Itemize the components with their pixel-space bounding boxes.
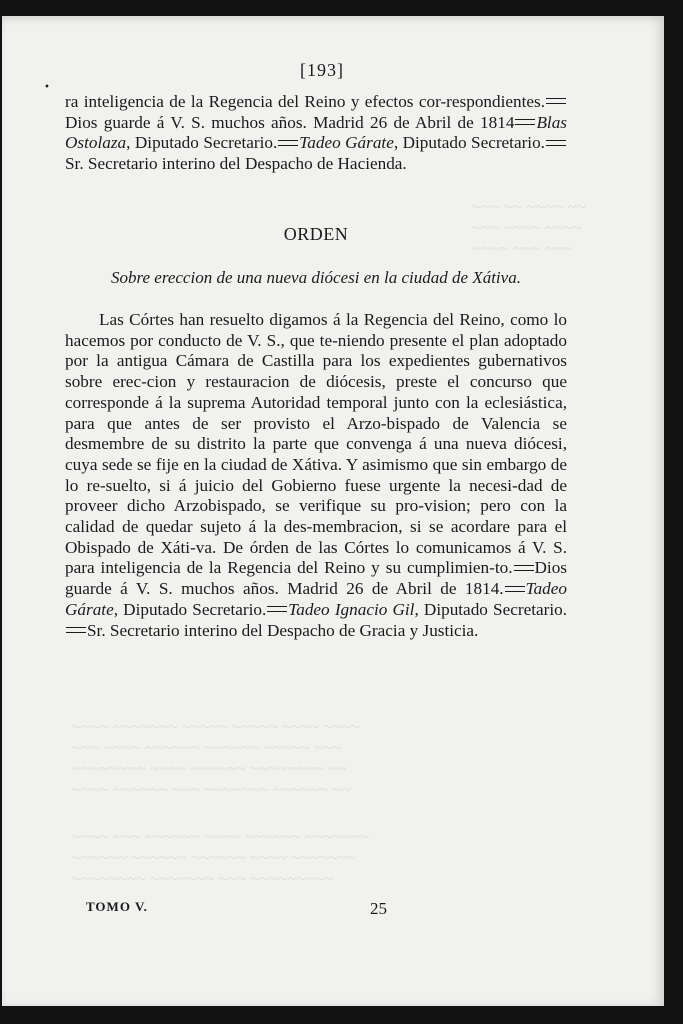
bleed-through-decoration: ~~~~ ~~~ ~~~~~~ ~~~~ ~~~~~~ ~~~~~~~ ~~~~~~ ~~~~~~ ~~~~~~ ~~~~ ~~~~~~~ ~~~~~~~~ ~~~~~~~ ~~~ ~~~~~~~~~ <box>72 827 370 888</box>
double-dash-separator <box>514 565 534 571</box>
signer-name: Tadeo Gárate <box>65 579 567 619</box>
top-text-2: Dios guarde á V. S. muchos años. Madrid 26 de Abril de 1814 <box>65 112 515 132</box>
double-dash-separator <box>505 586 525 592</box>
body-paragraph <box>65 310 567 641</box>
section-heading: ORDEN <box>283 224 349 244</box>
document-page <box>2 16 664 1006</box>
body-text-4: , Diputado Secretario. <box>414 599 568 619</box>
section-subheading: Sobre ereccion de una nueva diócesi en la ciudad de Xátiva. <box>111 268 521 287</box>
page-number: [193] <box>300 60 344 80</box>
body-text-1: Las Córtes han resuelto digamos á la Regencia del Reino, como lo hacemos por conducto de V. S., que te-niendo presente el plan adoptado por la antigua Cámara de Castilla para los expedientes gubernativos sobre erec-cion y restauracion de diócesis, preste el concurso que corresponde á la suprema Autoridad temporal junto con la eclesiástica, para que antes de ser provisto el Arzo-bispado de Valencia se desmembre de su distrito la parte que convenga á una nueva diócesi, cuya sede se fije en la ciudad de Xátiva. Y asimismo que sin embargo de lo re-suelto, si á juicio del Gobierno fuese urgente la necesi-dad de proveer dicho Arzobispado, se verifique su pro-vision; pero con la calidad de quedar sujeto á la des-membracion, si se acordare para el Obispado de Xáti-va. De órden de las Córtes lo comunicamos á V. S. para inteligencia de la Regencia del Reino y su cumplimien-to. <box>65 310 567 578</box>
bleed-through-decoration: ~~~ ~~ ~~~~ ~~ ~~~ ~~~~ ~~~~ ~~~~ ~~~ ~~~ <box>472 197 586 258</box>
top-paragraph <box>65 92 567 175</box>
top-text-4: , Diputado Secretario. <box>393 133 545 153</box>
double-dash-separator <box>278 140 298 146</box>
top-text-3: , Diputado Secretario. <box>126 133 278 153</box>
printer-mark: • <box>44 82 50 93</box>
signer-name: Tadeo Gárate <box>299 133 394 153</box>
signer-name: Blas Ostolaza <box>65 112 567 153</box>
volume-label: TOMO V. <box>86 899 148 914</box>
body-text-5: Sr. Secretario interino del Despacho de Gracia y Justicia. <box>87 620 479 640</box>
double-dash-separator <box>66 627 86 633</box>
double-dash-separator <box>515 119 535 125</box>
double-dash-separator <box>267 606 287 612</box>
signature-mark: 25 <box>370 899 387 918</box>
body-text-3: , Diputado Secretario. <box>113 599 267 619</box>
bleed-through-decoration: ~~~~ ~~~~~~~ ~~~~~ ~~~~~ ~~~~ ~~~~ ~~~ ~~~~ ~~~~~~ ~~~~~~ ~~~~~ ~~~ ~~~~~~~~ ~~~~ ~~~~~~ ~~~~~~~~ ~~ ~~~~ ~~~~~~ ~~~ ~~~~~~~ ~~~~~~ ~~ <box>72 717 360 799</box>
body-text-2: Dios guarde á V. S. muchos años. Madrid 26 de Abril de 1814. <box>65 558 567 599</box>
double-dash-separator <box>546 140 566 146</box>
signer-name: Tadeo Ignacio Gil <box>288 599 415 619</box>
double-dash-separator <box>546 98 566 104</box>
top-text-1: ra inteligencia de la Regencia del Reino y efectos cor-respondientes. <box>65 92 545 111</box>
top-text-5: Sr. Secretario interino del Despacho de Hacienda. <box>65 154 407 174</box>
